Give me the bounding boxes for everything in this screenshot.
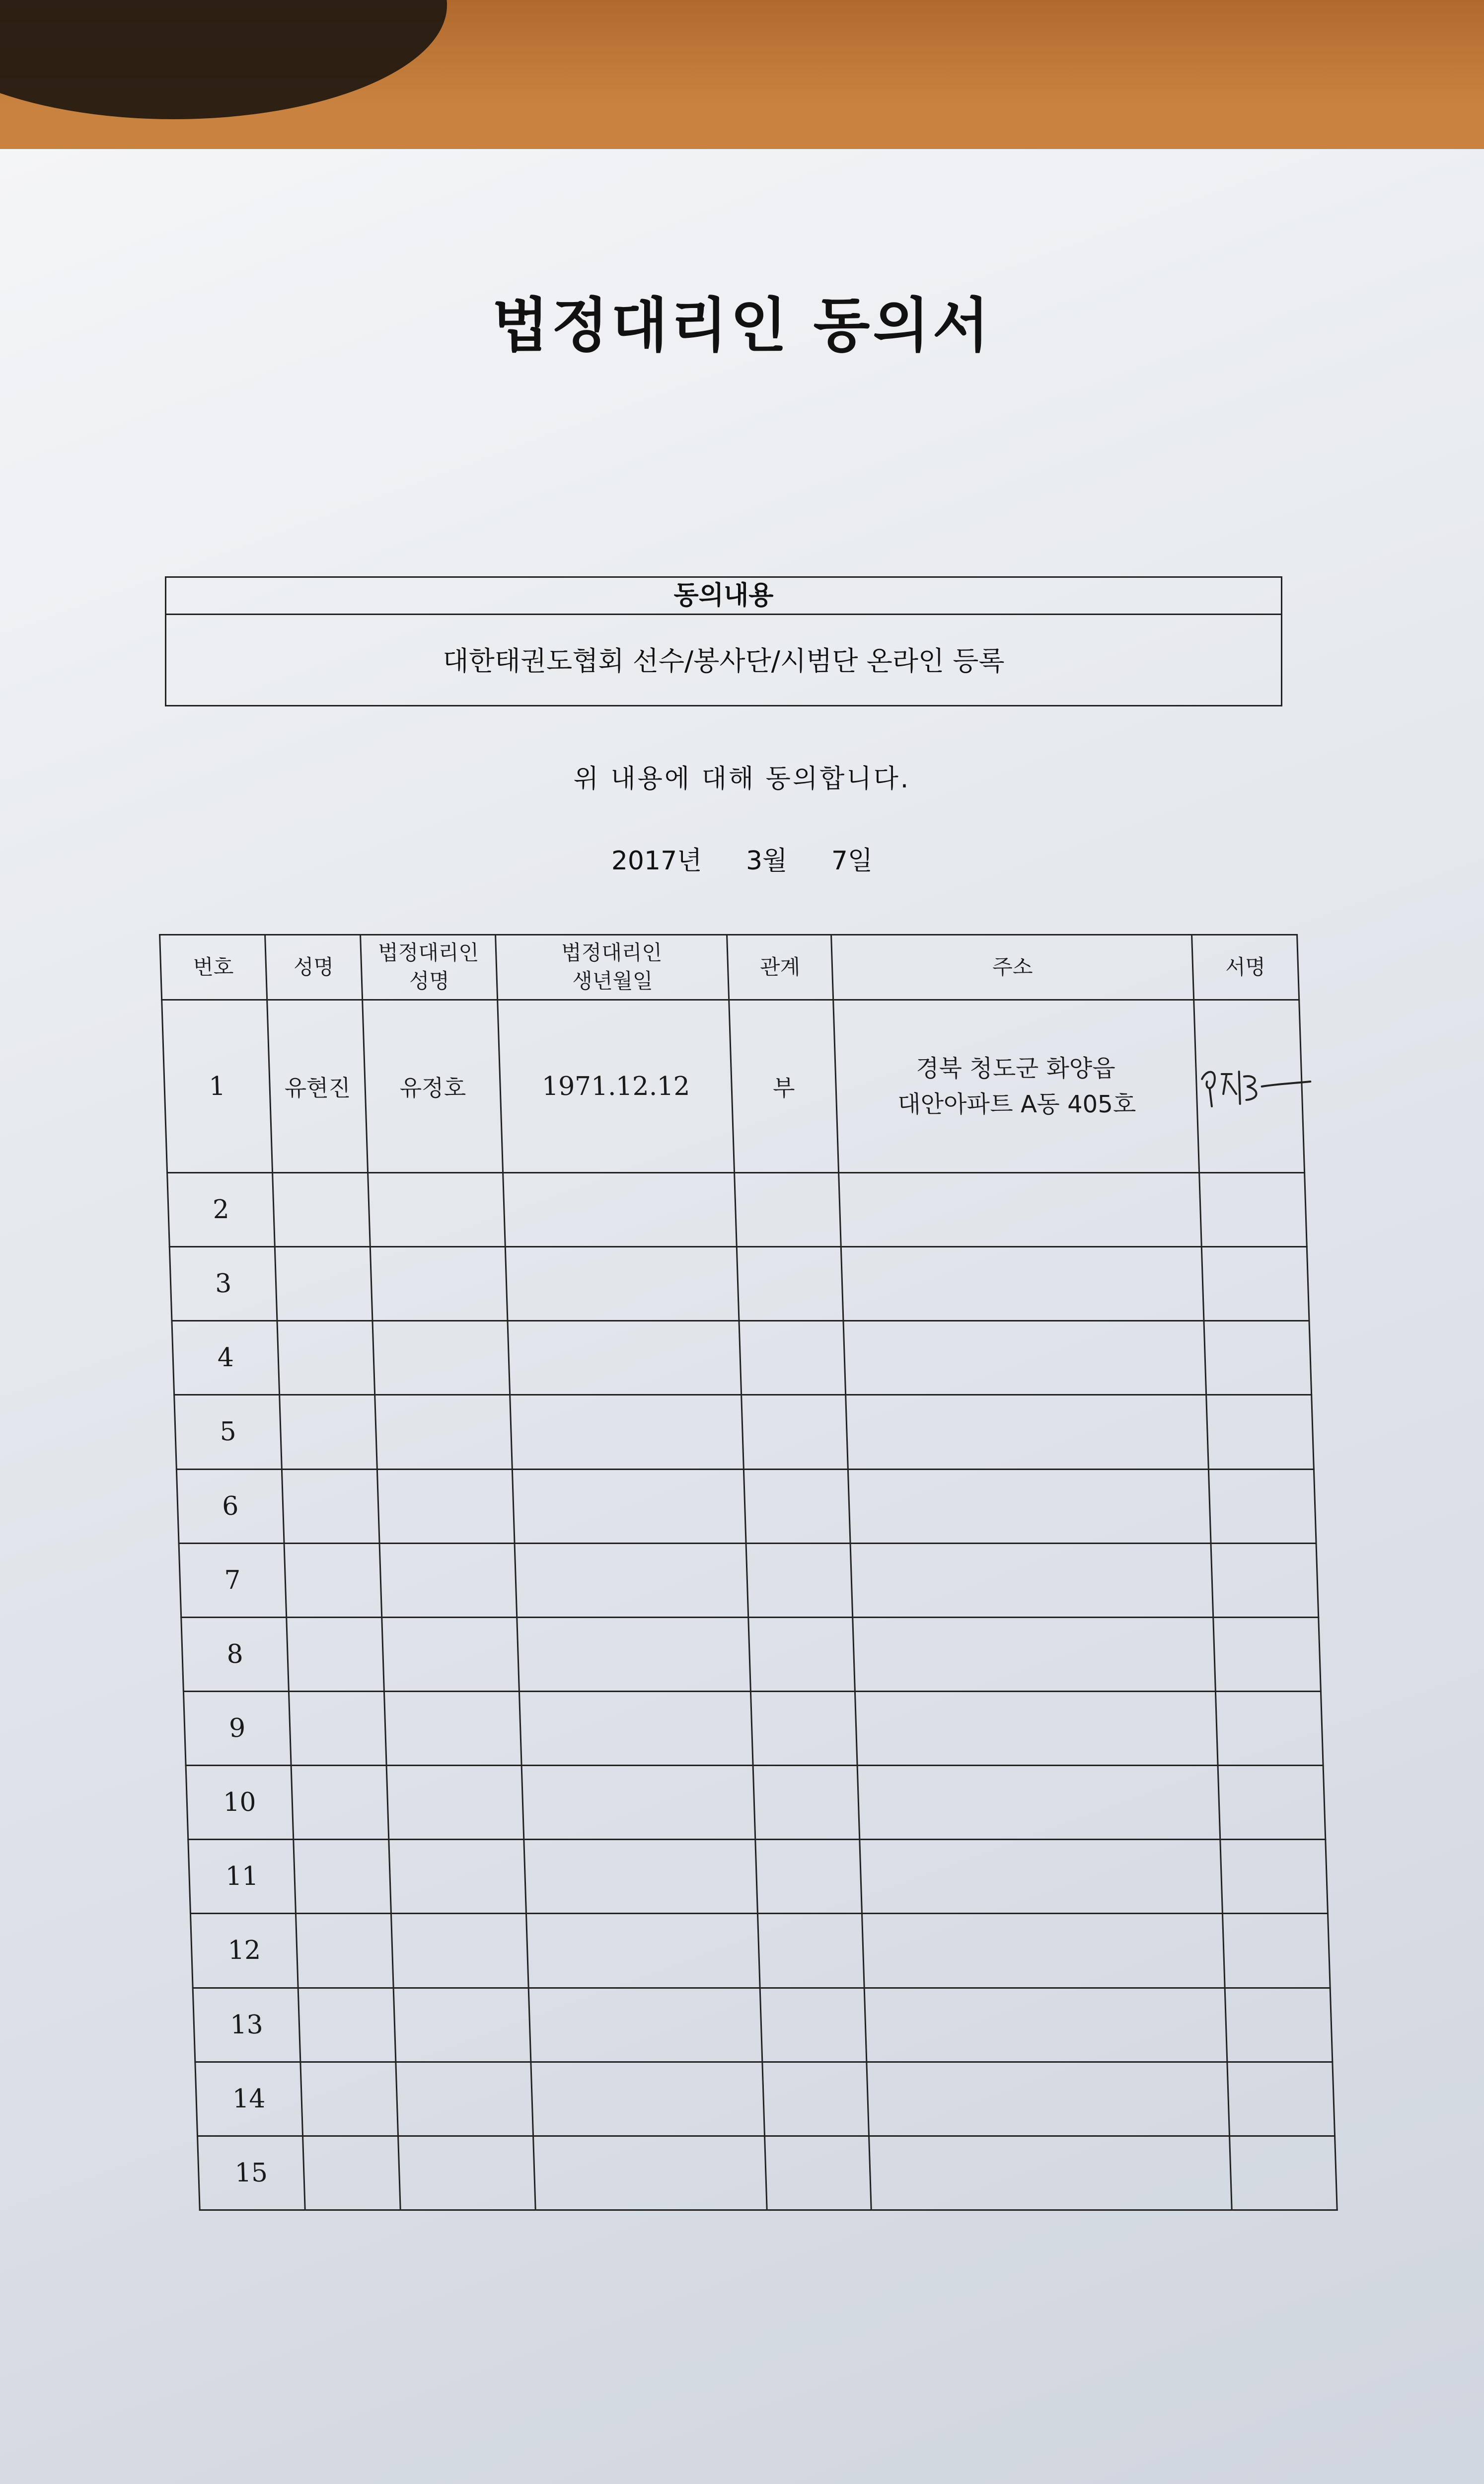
guardian-name: [368, 1173, 506, 1247]
row-number: 13: [193, 1988, 300, 2062]
guardian-name: [396, 2062, 533, 2136]
table-row: [174, 1395, 1314, 1469]
row-number: 14: [195, 2062, 303, 2136]
guardian-birthdate: [528, 1988, 762, 2062]
address: [850, 1543, 1213, 1617]
relation: [739, 1321, 846, 1395]
guardian-birthdate: [512, 1469, 746, 1543]
relation: [765, 2136, 872, 2210]
guardian-birthdate: [519, 1691, 753, 1765]
relation: [750, 1691, 857, 1765]
address: [864, 1988, 1227, 2062]
table-row: [193, 1988, 1333, 2062]
address: [843, 1321, 1206, 1395]
address: [855, 1691, 1218, 1765]
relation: [757, 1914, 864, 1988]
student-name: [294, 1840, 391, 1914]
guardian-birthdate: [503, 1173, 737, 1247]
signature-cell: [1222, 1914, 1330, 1988]
guardian-birthdate: [510, 1395, 744, 1469]
header-col-relation: 관계: [727, 935, 833, 1000]
table-row: [188, 1840, 1328, 1914]
guardian-name: [386, 1766, 524, 1840]
address: [853, 1617, 1216, 1691]
signature-cell: [1201, 1247, 1309, 1321]
address: 경북 청도군 화양읍 대안아파트 A동 405호: [833, 1000, 1199, 1173]
student-name: [275, 1247, 372, 1321]
table-row: [172, 1321, 1312, 1395]
table-row: [169, 1247, 1309, 1321]
guardian-name: [389, 1840, 526, 1914]
student-name: [282, 1469, 379, 1543]
table-row: [186, 1766, 1326, 1840]
student-name: [298, 1988, 396, 2062]
address: [846, 1395, 1209, 1469]
relation: [753, 1766, 860, 1840]
row-number: 9: [183, 1691, 291, 1765]
table-row: [181, 1617, 1321, 1691]
table-body: [162, 1000, 1337, 2210]
signature-cell: [1206, 1395, 1314, 1469]
signature-cell: [1194, 1000, 1305, 1173]
signature-cell: [1204, 1321, 1312, 1395]
date-day: 7일: [831, 846, 873, 876]
signature-cell: [1225, 1988, 1333, 2062]
form-date: [0, 840, 1484, 877]
table-row: [183, 1691, 1323, 1765]
address: [867, 2062, 1230, 2136]
row-number: 15: [198, 2136, 305, 2210]
guardian-birthdate: [531, 2062, 765, 2136]
header-col-signature: 서명: [1192, 935, 1299, 1000]
relation: [748, 1617, 855, 1691]
header-col-guardian-name: 법정대리인 성명: [361, 935, 498, 1000]
address: [857, 1766, 1220, 1840]
relation: [755, 1840, 862, 1914]
address: [848, 1469, 1211, 1543]
table-row: [190, 1914, 1330, 1988]
table-header-row: [160, 935, 1299, 1000]
student-name: [287, 1617, 384, 1691]
signature-cell: [1230, 2136, 1337, 2210]
guardian-name: [384, 1691, 521, 1765]
desk-shadow: [0, 0, 447, 119]
guardian-birthdate: [524, 1840, 758, 1914]
table-row: [198, 2136, 1337, 2210]
signature-cell: [1215, 1691, 1323, 1765]
guardian-name: 유정호: [363, 1000, 503, 1173]
signature-cell: [1213, 1617, 1321, 1691]
guardian-birthdate: [526, 1914, 760, 1988]
row-number: 7: [179, 1543, 287, 1617]
relation: [737, 1247, 843, 1321]
address: [869, 2136, 1232, 2210]
student-name: [273, 1173, 371, 1247]
table-row: [167, 1173, 1307, 1247]
relation: 부: [729, 1000, 839, 1173]
table-row: [162, 1000, 1305, 1173]
signature-cell: [1199, 1173, 1307, 1247]
consent-content-box: [165, 576, 1282, 706]
student-name: [289, 1691, 386, 1765]
student-name: [284, 1543, 382, 1617]
row-number: 2: [167, 1173, 275, 1247]
header-col-guardian-birth: 법정대리인 생년월일: [496, 935, 729, 1000]
date-month: 3월: [745, 846, 788, 876]
form-title: 법정대리인 동의서: [492, 291, 992, 360]
guardian-name: [379, 1543, 517, 1617]
signature-cell: [1220, 1840, 1328, 1914]
row-number: 1: [162, 1000, 273, 1173]
handwritten-signature: [1196, 1059, 1312, 1114]
row-number: 4: [172, 1321, 280, 1395]
address: [841, 1247, 1204, 1321]
guardian-name: [370, 1247, 508, 1321]
guardian-birthdate: [505, 1247, 739, 1321]
student-name: [291, 1766, 389, 1840]
agree-statement: 위 내용에 대해 동의합니다.: [573, 764, 911, 794]
row-number: 3: [169, 1247, 277, 1321]
relation: [743, 1469, 850, 1543]
guardian-birthdate: [521, 1766, 755, 1840]
row-number: 12: [190, 1914, 298, 1988]
date-year: 2017년: [611, 846, 702, 876]
consent-body: 대한태권도협회 선수/봉사단/시범단 온라인 등록: [443, 645, 1005, 677]
guardian-birthdate: 1971.12.12: [498, 1000, 735, 1173]
header-col-address: 주소: [831, 935, 1194, 1000]
guardian-name: [382, 1617, 519, 1691]
address: [862, 1914, 1225, 1988]
guardian-birthdate: [517, 1617, 751, 1691]
signature-cell: [1211, 1543, 1319, 1617]
relation: [760, 1988, 867, 2062]
guardian-name: [377, 1469, 515, 1543]
guardian-name: [398, 2136, 536, 2210]
header-col-no: 번호: [160, 935, 267, 1000]
guardian-name: [391, 1914, 528, 1988]
relation: [746, 1543, 853, 1617]
student-name: [296, 1914, 393, 1988]
row-number: 6: [176, 1469, 284, 1543]
signature-cell: [1227, 2062, 1335, 2136]
guardian-name: [393, 1988, 531, 2062]
student-name: 유현진: [267, 1000, 368, 1173]
guardian-birthdate: [508, 1321, 742, 1395]
table-row: [176, 1469, 1316, 1543]
consent-heading: 동의내용: [166, 578, 1281, 615]
student-name: [277, 1321, 375, 1395]
signature-cell: [1208, 1469, 1316, 1543]
header-col-name: 성명: [265, 935, 363, 1000]
address: [839, 1173, 1202, 1247]
guardian-birthdate: [515, 1543, 748, 1617]
row-number: 10: [186, 1766, 294, 1840]
guardian-table: [159, 934, 1338, 2211]
address: [860, 1840, 1223, 1914]
table-row: [179, 1543, 1319, 1617]
row-number: 11: [188, 1840, 296, 1914]
student-name: [303, 2136, 401, 2210]
guardian-birthdate: [533, 2136, 767, 2210]
relation: [735, 1173, 841, 1247]
relation: [742, 1395, 848, 1469]
guardian-name: [372, 1321, 510, 1395]
student-name: [300, 2062, 398, 2136]
guardian-name: [375, 1395, 513, 1469]
table-row: [195, 2062, 1335, 2136]
signature-cell: [1218, 1766, 1326, 1840]
row-number: 8: [181, 1617, 289, 1691]
student-name: [280, 1395, 377, 1469]
relation: [762, 2062, 869, 2136]
row-number: 5: [174, 1395, 282, 1469]
